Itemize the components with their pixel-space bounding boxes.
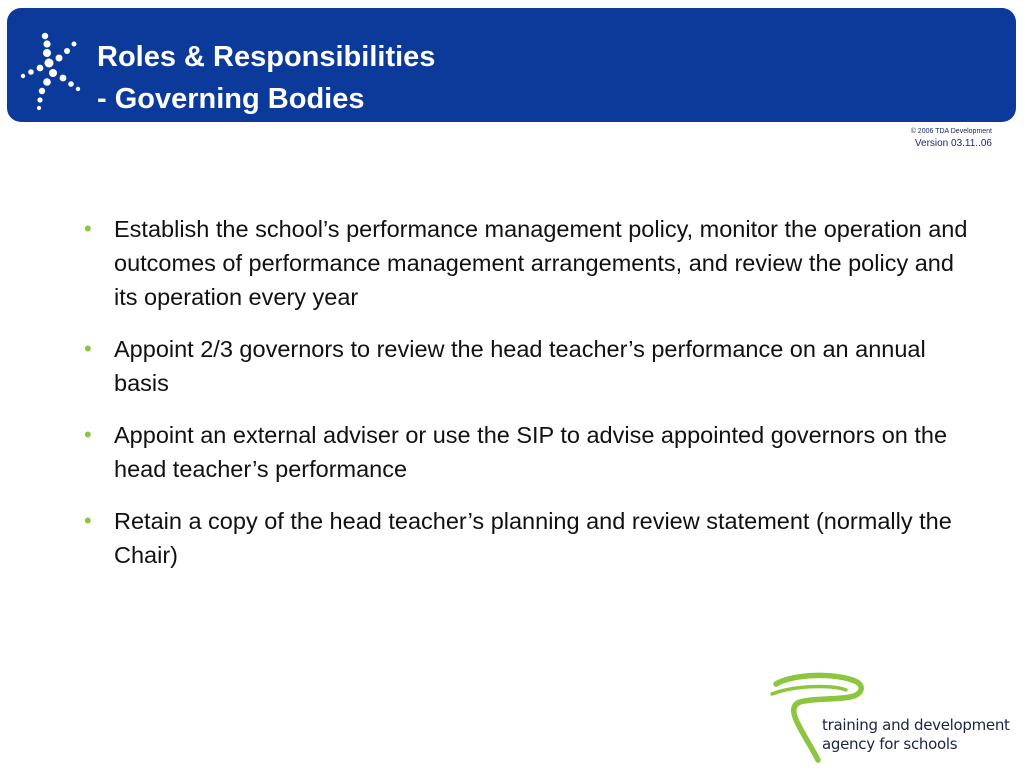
agency-name bbox=[822, 716, 1010, 754]
slide-title bbox=[97, 36, 435, 120]
slide-title-line-1: Roles & Responsibilities bbox=[97, 41, 436, 73]
title-banner bbox=[7, 8, 1016, 122]
agency-name-line-1: training and development bbox=[822, 716, 1010, 734]
slide-title-line-2: - Governing Bodies bbox=[97, 83, 365, 115]
tda-star-logo-icon bbox=[17, 26, 87, 116]
agency-name-line-2: agency for schools bbox=[822, 735, 958, 753]
bullet-text: Appoint an external adviser or use the SIP to advise appointed governors on the head teacher’s performance bbox=[114, 422, 948, 482]
bullet-list bbox=[84, 212, 979, 590]
version-info bbox=[911, 127, 992, 150]
list-item bbox=[84, 332, 979, 400]
copyright-text: © 2006 TDA Development bbox=[910, 128, 992, 135]
agency-logo bbox=[762, 672, 1010, 764]
bullet-text: Establish the school’s performance management policy, monitor the operation and outcomes of performance management arrangements, and review the policy and its operation every year bbox=[114, 216, 968, 310]
list-item bbox=[84, 212, 979, 314]
list-item bbox=[84, 504, 979, 572]
list-item bbox=[84, 418, 979, 486]
version-text: Version 03.11..06 bbox=[914, 138, 992, 149]
bullet-icon: • bbox=[84, 508, 92, 533]
bullet-text: Appoint 2/3 governors to review the head teacher’s performance on an annual basis bbox=[114, 336, 926, 396]
bullet-icon: • bbox=[84, 336, 92, 361]
bullet-icon: • bbox=[84, 216, 92, 241]
bullet-icon: • bbox=[84, 422, 92, 447]
bullet-text: Retain a copy of the head teacher’s planning and review statement (normally the Chair) bbox=[114, 508, 952, 568]
